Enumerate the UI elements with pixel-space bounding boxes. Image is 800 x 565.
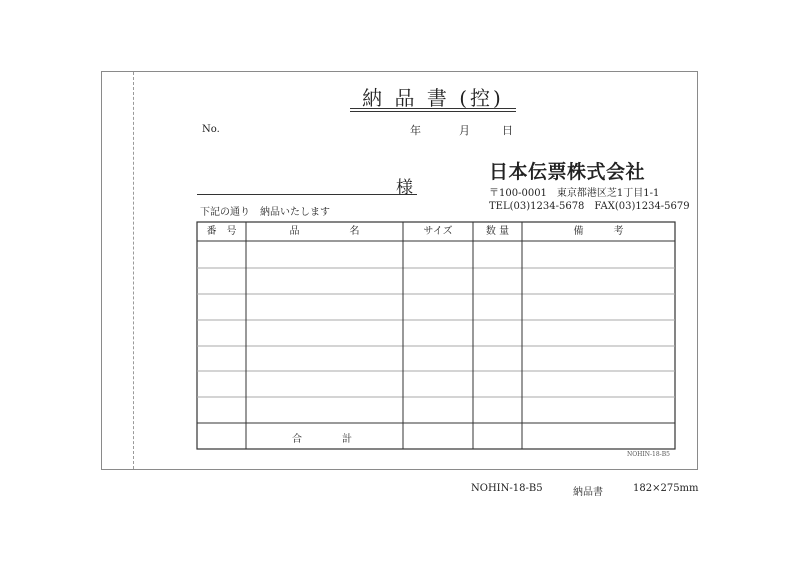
form-code-small: NOHIN-18-B5 bbox=[627, 451, 670, 458]
header-size: サイズ bbox=[423, 226, 453, 237]
date-day-label: 日 bbox=[502, 124, 513, 137]
header-item-name: 品 名 bbox=[289, 226, 360, 237]
date-month-label: 月 bbox=[459, 124, 470, 137]
company-address: 〒100-0001 東京都港区芝1丁目1-1 bbox=[489, 188, 660, 199]
header-number: 番 号 bbox=[206, 226, 237, 237]
company-name: 日本伝票株式会社 bbox=[489, 161, 646, 183]
footer-form-name: 納品書 bbox=[573, 487, 603, 498]
number-label: No. bbox=[202, 124, 220, 135]
footer-form-size: 182×275mm bbox=[633, 483, 699, 494]
header-remarks: 備 考 bbox=[573, 226, 624, 237]
company-contact: TEL(03)1234-5678 FAX(03)1234-5679 bbox=[489, 201, 690, 212]
form-title: 納 品 書 (控) bbox=[362, 86, 504, 110]
table-frame bbox=[197, 222, 675, 449]
date-year-label: 年 bbox=[410, 124, 421, 137]
footer-form-code: NOHIN-18-B5 bbox=[471, 483, 543, 494]
total-label: 合 計 bbox=[292, 434, 352, 445]
header-quantity: 数 量 bbox=[485, 226, 510, 237]
recipient-suffix: 様 bbox=[396, 178, 413, 198]
delivery-note: 下記の通り 納品いたします bbox=[200, 207, 330, 218]
